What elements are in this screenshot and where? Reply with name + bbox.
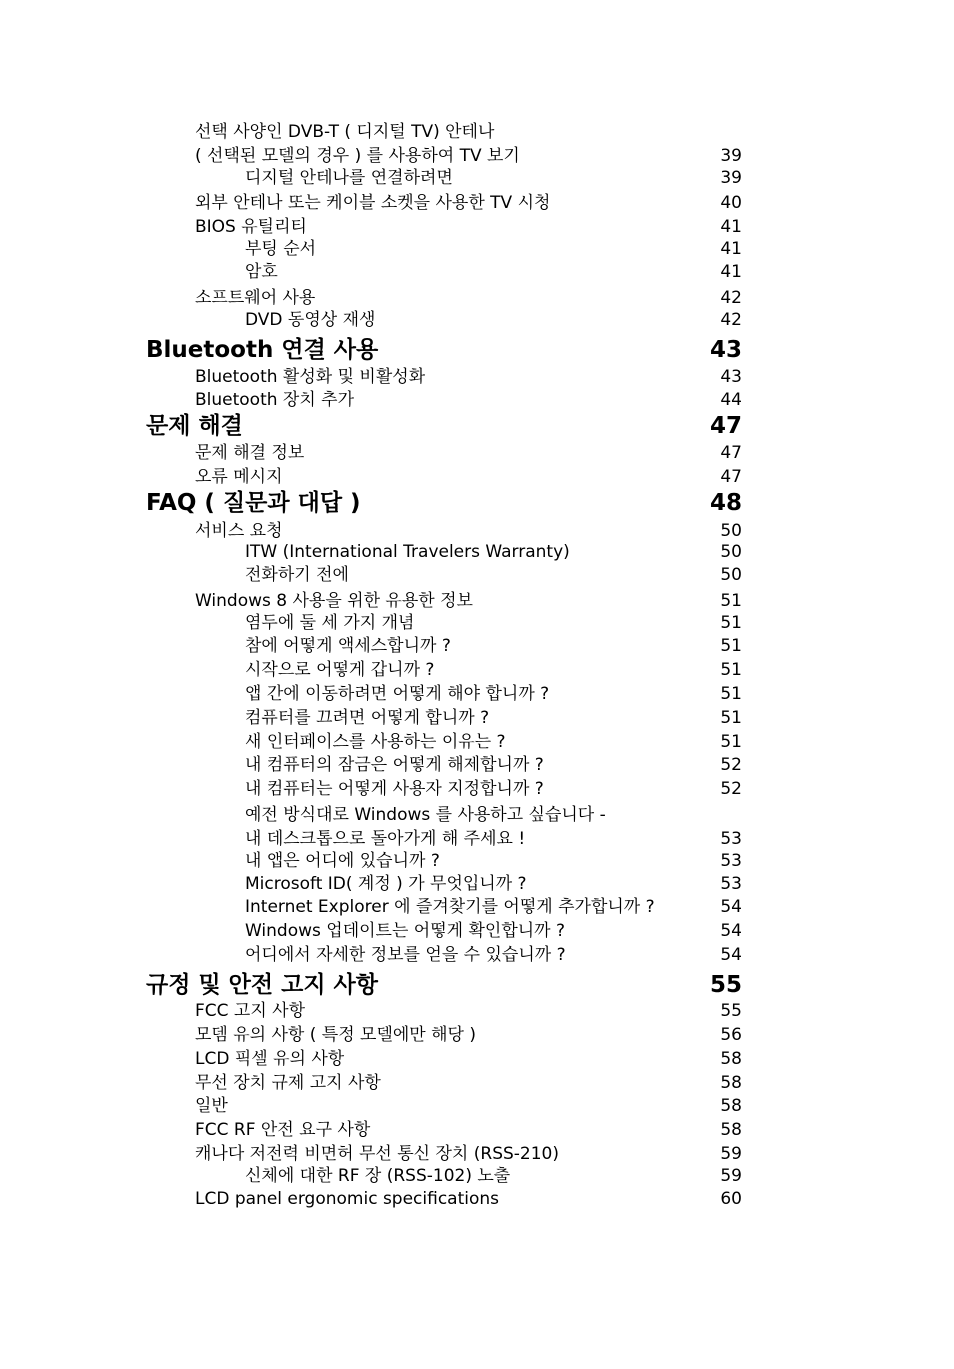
toc-entry-title: 문제 해결 bbox=[146, 413, 243, 439]
toc-entry-page: 56 bbox=[720, 1025, 742, 1045]
toc-entry-title: 염두에 둘 세 가지 개념 bbox=[245, 613, 415, 633]
toc-entry-title: Windows 업데이트는 어떻게 확인합니까 ? bbox=[245, 921, 566, 941]
toc-entry-page: 52 bbox=[720, 755, 742, 775]
toc-entry-page: 51 bbox=[720, 613, 742, 633]
toc-entry-title: 오류 메시지 bbox=[195, 467, 283, 487]
toc-entry-title: FCC RF 안전 요구 사항 bbox=[195, 1120, 371, 1140]
toc-entry-title: 암호 bbox=[245, 262, 278, 282]
toc-entry-title: 무선 장치 규제 고지 사항 bbox=[195, 1073, 381, 1093]
toc-entry-title: Microsoft ID( 계정 ) 가 무엇입니까 ? bbox=[245, 874, 527, 894]
toc-entry-title: Internet Explorer 에 즐겨찾기를 어떻게 추가합니까 ? bbox=[245, 897, 655, 917]
toc-entry-page: 44 bbox=[720, 390, 742, 410]
toc-entry-page: 47 bbox=[720, 443, 742, 463]
toc-entry-page: 48 bbox=[709, 490, 742, 516]
toc-entry-title: 외부 안테나 또는 케이블 소켓을 사용한 TV 시청 bbox=[195, 193, 551, 213]
toc-entry-page: 59 bbox=[720, 1166, 742, 1186]
toc-entry-title: FCC 고지 사항 bbox=[195, 1001, 306, 1021]
toc-entry-page: 59 bbox=[720, 1144, 742, 1164]
toc-entry-page: 50 bbox=[720, 565, 742, 585]
toc-entry-title: Bluetooth 장치 추가 bbox=[195, 390, 355, 410]
toc-entry-page: 42 bbox=[720, 310, 742, 330]
toc-entry-page: 58 bbox=[720, 1049, 742, 1069]
toc-entry-page: 41 bbox=[720, 262, 742, 282]
toc-entry-title: ITW (International Travelers Warranty) bbox=[245, 542, 570, 562]
toc-entry-page: 51 bbox=[720, 708, 742, 728]
toc-entry-page: 51 bbox=[720, 684, 742, 704]
toc-entry-title: 새 인터페이스를 사용하는 이유는 ? bbox=[245, 732, 506, 752]
toc-entry-title: 일반 bbox=[195, 1096, 228, 1116]
toc-entry-page: 51 bbox=[720, 636, 742, 656]
toc-entry-page: 53 bbox=[720, 874, 742, 894]
toc-entry-title: 신체에 대한 RF 장 (RSS-102) 노출 bbox=[245, 1166, 511, 1186]
toc-entry-title: Bluetooth 활성화 및 비활성화 bbox=[195, 367, 426, 387]
toc-entry-title: DVD 동영상 재생 bbox=[245, 310, 376, 330]
toc-entry-page: 47 bbox=[720, 467, 742, 487]
toc-entry-page: 41 bbox=[720, 239, 742, 259]
toc-entry-page: 55 bbox=[720, 1001, 742, 1021]
toc-entry-title: 캐나다 저전력 비면허 무선 통신 장치 (RSS-210) bbox=[195, 1144, 559, 1164]
toc-entry-title: 전화하기 전에 bbox=[245, 565, 349, 585]
toc-entry-title: 내 컴퓨터는 어떻게 사용자 지정합니까 ? bbox=[245, 779, 544, 799]
toc-entry-page: 40 bbox=[720, 193, 742, 213]
toc-entry-title: Bluetooth 연결 사용 bbox=[146, 337, 379, 363]
toc-entry-page: 55 bbox=[709, 972, 742, 998]
toc-entry-page: 50 bbox=[720, 542, 742, 562]
toc-entry-page: 47 bbox=[709, 413, 742, 439]
toc-entry-page: 54 bbox=[720, 921, 742, 941]
toc-entry-page: 58 bbox=[720, 1096, 742, 1116]
toc-entry-page: 51 bbox=[720, 660, 742, 680]
toc-entry-title: 선택 사양인 DVB-T ( 디지털 TV) 안테나 bbox=[195, 122, 495, 142]
toc-entry-title: 참에 어떻게 액세스합니까 ? bbox=[245, 636, 451, 656]
toc-entry-page: 39 bbox=[720, 146, 742, 166]
toc-entry-page: 60 bbox=[720, 1189, 742, 1209]
toc-entry-title: 어디에서 자세한 정보를 얻을 수 있습니까 ? bbox=[245, 945, 566, 965]
toc-entry-title: 내 데스크톱으로 돌아가게 해 주세요 ! bbox=[245, 829, 526, 849]
toc-entry-page: 42 bbox=[720, 288, 742, 308]
toc-entry-title: Windows 8 사용을 위한 유용한 정보 bbox=[195, 591, 473, 611]
toc-entry-page: 51 bbox=[720, 732, 742, 752]
toc-entry-page: 53 bbox=[720, 851, 742, 871]
toc-entry-page: 53 bbox=[720, 829, 742, 849]
toc-entry-title: 소프트웨어 사용 bbox=[195, 288, 316, 308]
toc-entry-page: 51 bbox=[720, 591, 742, 611]
toc-entry-page: 50 bbox=[720, 521, 742, 541]
toc-entry-title: 내 앱은 어디에 있습니까 ? bbox=[245, 851, 440, 871]
toc-entry-title: 앱 간에 이동하려면 어떻게 해야 합니까 ? bbox=[245, 684, 550, 704]
toc-entry-page: 54 bbox=[720, 945, 742, 965]
toc-entry-title: LCD 픽셀 유의 사항 bbox=[195, 1049, 345, 1069]
toc-entry-page: 58 bbox=[720, 1120, 742, 1140]
toc-entry-page: 54 bbox=[720, 897, 742, 917]
toc-entry-title: 서비스 요청 bbox=[195, 521, 283, 541]
toc-entry-page: 41 bbox=[720, 217, 742, 237]
toc-entry-page: 43 bbox=[709, 337, 742, 363]
toc-entry-title: 규정 및 안전 고지 사항 bbox=[146, 972, 378, 998]
toc-entry-title: 모뎀 유의 사항 ( 특정 모델에만 해당 ) bbox=[195, 1025, 476, 1045]
toc-entry-page: 39 bbox=[720, 168, 742, 188]
toc-entry-title: 시작으로 어떻게 갑니까 ? bbox=[245, 660, 435, 680]
toc-entry-title: ( 선택된 모델의 경우 ) 를 사용하여 TV 보기 bbox=[195, 146, 520, 166]
toc-entry-title: 예전 방식대로 Windows 를 사용하고 싶습니다 - bbox=[245, 805, 606, 825]
toc-entry-title: FAQ ( 질문과 대답 ) bbox=[146, 490, 361, 516]
toc-entry-title: 디지털 안테나를 연결하려면 bbox=[245, 168, 453, 188]
toc-entry-title: 부팅 순서 bbox=[245, 239, 317, 259]
toc-entry-title: BIOS 유틸리티 bbox=[195, 217, 307, 237]
toc-entry-page: 58 bbox=[720, 1073, 742, 1093]
toc-entry-page: 43 bbox=[720, 367, 742, 387]
toc-entry-title: LCD panel ergonomic specifications bbox=[195, 1189, 500, 1209]
toc-entry-title: 내 컴퓨터의 잠금은 어떻게 해제합니까 ? bbox=[245, 755, 544, 775]
toc-entry-title: 문제 해결 정보 bbox=[195, 443, 305, 463]
toc-entry-title: 컴퓨터를 끄려면 어떻게 합니까 ? bbox=[245, 708, 490, 728]
toc-entry-page: 52 bbox=[720, 779, 742, 799]
